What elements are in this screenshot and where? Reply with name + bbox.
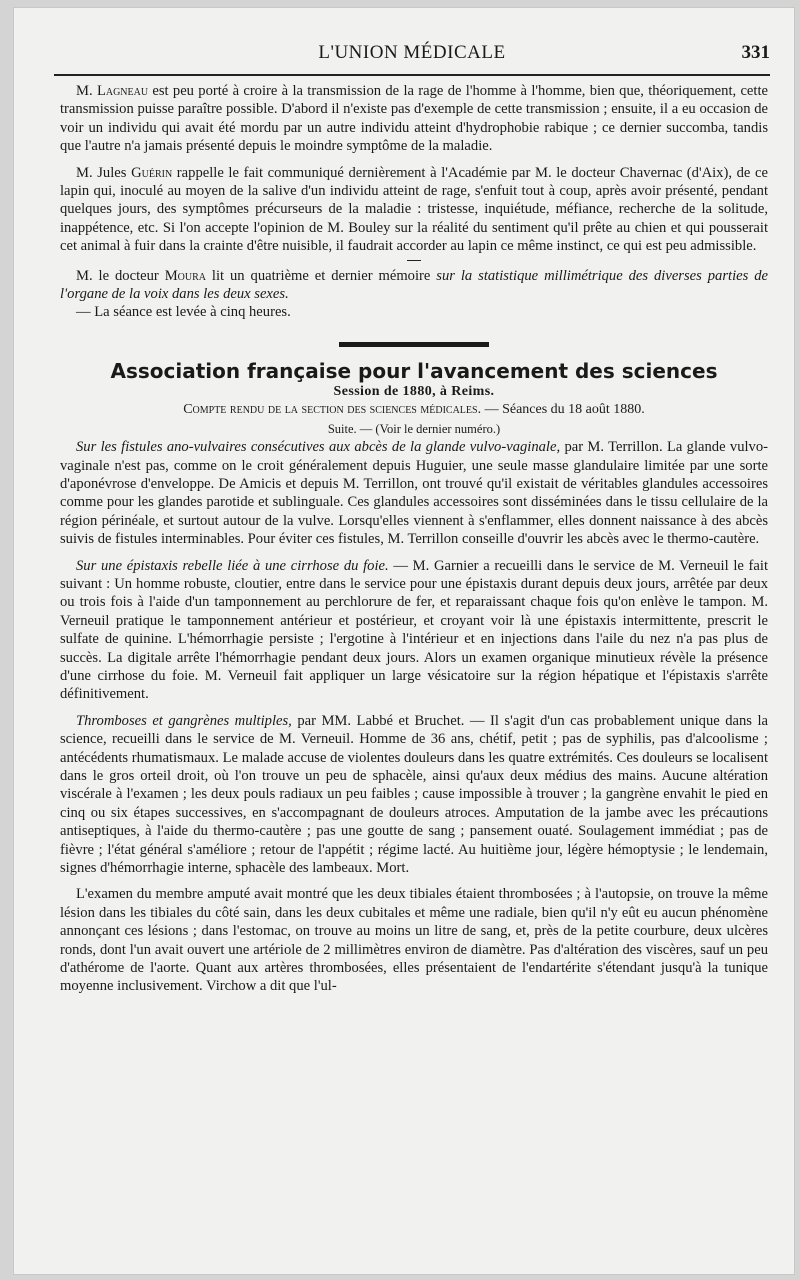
journal-title: L'UNION MÉDICALE — [318, 42, 506, 63]
session-subtitle: Session de 1880, à Reims. — [333, 383, 495, 399]
speaker-prefix: M. Jules — [76, 164, 132, 181]
continuation-note: Suite. — (Voir le dernier numéro.) — [327, 421, 501, 436]
report-heading — [60, 401, 768, 419]
paragraph-moura — [60, 267, 768, 304]
section-title: Association française pour l'avancement des sciences — [110, 358, 718, 383]
header-rule — [54, 74, 770, 76]
paragraph-text: rappelle le fait communiqué dernièrement à l'Académie par M. le docteur Chavernac (d'Aix), de ce lapin qui, inoculé au moyen de la salive d'un individu atteint de rage, s'enfuit tout à coup, après avoir présenté, pendant quelques jours, des symptômes précurseurs de la maladie : tristesse, inquiétude, méfiance, recherche de la solitude, inappétence, etc. Si l'on accepte l'opinion de M. Bouley sur la réalité du sentiment qu'il prête au chien et qui pousserait cet animal à fuir dans la crainte d'être nuisible, il faudrait accorder au lapin ce même instinct, ce qui est peu admissible. — [60, 164, 768, 255]
paragraph-text: lit un quatrième et dernier mémoire — [206, 267, 437, 284]
paragraph-guerin — [60, 164, 768, 256]
journal-page — [14, 8, 794, 1274]
article-thromboses — [60, 712, 768, 878]
article-title: Sur une épistaxis rebelle liée à une cirrhose du foie. — [76, 557, 389, 574]
speaker-prefix: M. le docteur — [76, 267, 165, 284]
page-number: 331 — [741, 42, 770, 63]
article-text: par MM. Labbé et Bruchet. — Il s'agit d'un cas probablement unique dans la science, recueilli dans le service de M. Verneuil. Homme de 36 ans, chétif, petit ; pas de syphilis, pas d'alcoolisme ; antécédents rhumatismaux. Le malade accuse de violentes douleurs dans les quatre extrémités. Ces douleurs se localisent dans le gros orteil droit, où l'on trouve un peu de sphacèle, ainsi qu'aux deux médius des mains. Aucune altération viscérale à l'examen ; les deux pouls radiaux un peu faibles ; cause impossible à trouver ; la gangrène envahit le pied en cinq ou six étapes successives, en s'accompagnant de douleurs atroces. Amputation de la jambe avec les précautions antiseptiques, à l'aide du thermo-cautère ; pas une goutte de sang ; pansement ouaté. Soulagement immédiat ; pas de fièvre ; l'état général s'améliore ; retour de l'appétit ; régime lacté. Au huitième jour, légère hémoptysie ; le lendemain, signes d'hémorrhagie interne, sphacèle des lambeaux. Mort. — [60, 712, 769, 877]
speaker-name: Lagneau — [96, 83, 149, 99]
report-heading-sc: Compte rendu de la section des sciences médicales. — [183, 402, 482, 418]
speaker-name: Guérin — [131, 164, 173, 181]
paragraph-text: est peu porté à croire à la transmission de la rage de l'homme à l'homme, bien que, théoriquement, cette transmission puisse paraître possible. D'abord il n'existe pas d'exemple de cette transmission ; ensuite, il a eu occasion de voir un individu qui avait été mordu par un autre individu atteint d'hydrophobie rabique ; ce dernier succomba, tandis que l'autre n'a jamais présenté depuis le moindre symptôme de la maladie. — [60, 83, 768, 155]
article-text: — M. Garnier a recueilli dans le service de M. Verneuil le fait suivant : Un homme robuste, cloutier, entre dans le service pour une épistaxis durant depuis deux jours, arrêtée par deux ou trois fois à l'aide d'un tamponnement au perchlorure de fer, et reparaissant chaque fois qu'on enlève le tampon. M. Verneuil pratique le tamponnement antérieur et postérieur, et croyant voir là une épistaxis intermittente, prescrit le sulfate de quinine. L'hémorrhagie persiste ; l'ergotine à l'intérieur et en injections dans l'aile du nez n'a pas plus de succès. La digitale arrête l'hémorrhagie pendant deux jours. Alors un examen organique minutieux révèle la présence d'une cirrhose du foie. M. Verneuil fait appliquer un large vésicatoire sur la région hépatique et l'épistaxis s'arrête définitivement. — [60, 557, 769, 703]
speaker-name: Moura — [164, 267, 206, 284]
article-autopsy: L'examen du membre amputé avait montré que les deux tibiales étaient thrombosées ; à l'autopsie, on trouve la même lésion dans les tibiales du côté sain, dans les deux cubitales et même une radiale, bien qu'il n'y eût eu aucun phénomène annonçant ces lésions ; dans l'estomac, on trouve au moins un litre de sang, et, près de la petite courbure, deux ulcères ronds, dont l'un avait ouvert une artériole de 2 millimètres environ de diamètre. Pas d'altération des viscères, sauf un peu d'athérome de l'aorte. Quant aux artères thrombosées, elles présentaient de l'endartérite s'étendant jusqu'à la tunique moyenne inclusivement. Virchow a dit que l'ul- — [60, 886, 768, 995]
paragraph-lagneau — [60, 82, 768, 156]
short-divider — [407, 260, 421, 261]
speaker-prefix: M. — [76, 83, 97, 99]
article-fistules — [60, 438, 768, 548]
session-closing: — La séance est levée à cinq heures. — [76, 304, 291, 321]
article-title: Sur les fistules ano-vulvaires consécutives aux abcès de la glande vulvo-vaginale, — [76, 439, 561, 456]
memoir-title: sur la statistique millimétrique des diverses parties de l'organe de la voix dans les deux sexes. — [60, 267, 768, 303]
report-heading-date: — Séances du 18 août 1880. — [481, 402, 645, 418]
article-text: par M. Terrillon. La glande vulvo-vaginale n'est pas, comme on le croit généralement depuis Huguier, une seule masse glandulaire limitée par une sorte d'aponévrose d'enveloppe. De Amicis et depuis M. Terrillon, ont trouvé qu'il existait de véritables glandules accessoires comme pour les glandes parotide et sublinguale. Ces glandules accessoires sont disséminées dans le tissu cellulaire de la région périnéale, et surtout autour de la vulve. Lorsqu'elles viennent à s'enflammer, elles donnent naissance à des abcès suivis de fistules interminables. Pour éviter ces fistules, M. Terrillon conseille d'ouvrir les abcès avec le thermo-cautère. — [60, 439, 769, 548]
running-header — [54, 42, 770, 72]
section-divider — [339, 342, 489, 347]
article-title: Thromboses et gangrènes multiples, — [76, 712, 292, 729]
article-epistaxis — [60, 557, 768, 704]
page-body — [60, 82, 768, 996]
